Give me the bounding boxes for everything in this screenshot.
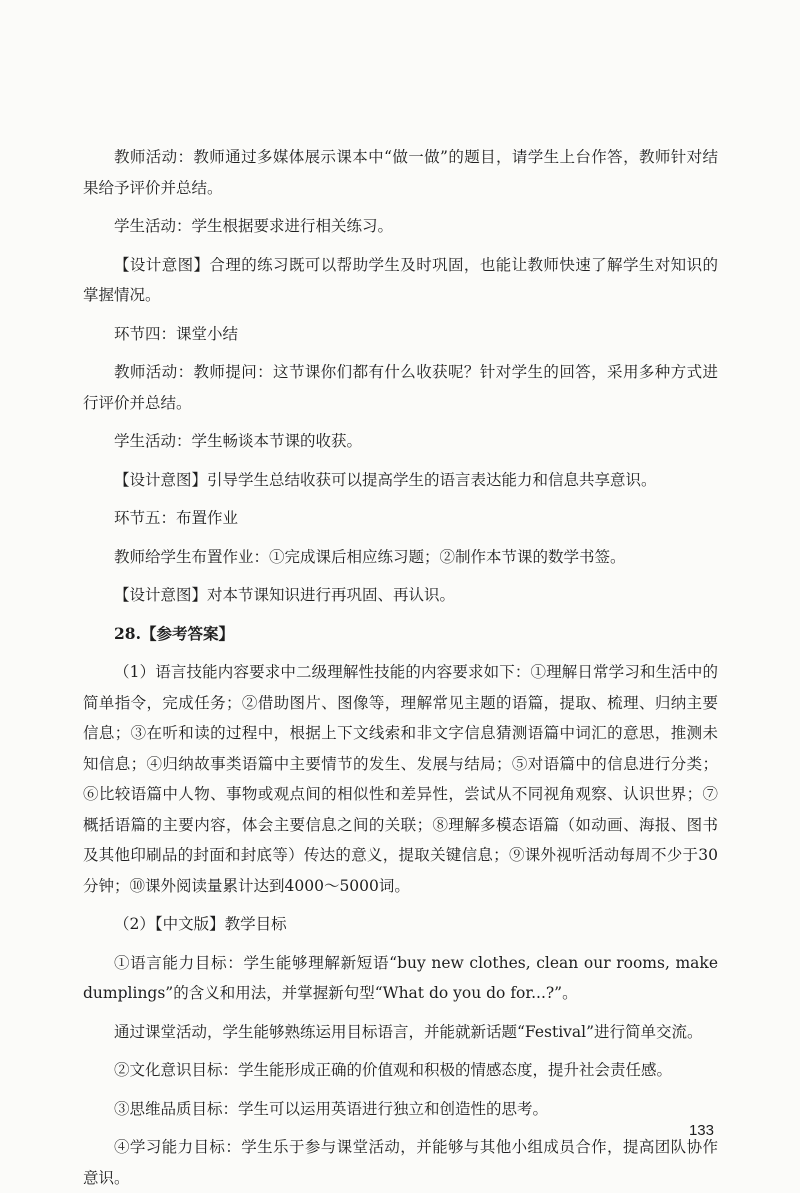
page-number: 133 (688, 1122, 714, 1139)
paragraph-learning-goal: ④学习能力目标：学生乐于参与课堂活动，并能够与其他小组成员合作，提高团队协作意识。 (83, 1138, 718, 1187)
section-heading-step-4: 环节四：课堂小结 (114, 324, 239, 343)
paragraph-answer-part-2-heading: （2）【中文版】教学目标 (114, 915, 287, 933)
paragraph-answer-part-1: （1）语言技能内容要求中二级理解性技能的内容要求如下：①理解日常学习和生活中的简单指令，完成任务；②借助图片、图像等，理解常见主题的语篇，提取、梳理、归纳主要信息；③在听和读的过程中，根据上下文线索和非文字信息猜测语篇中词汇的意思，推测未知信息；④归纳故事类语篇中主要情节的发生、发展与结局；⑤对语篇中的信息进行分类；⑥比较语篇中人物、事物或观点间的相似性和差异性，尝试从不同视角观察、认识世界；⑦概括语篇的主要内容，体会主要信息之间的关联；⑧理解多模态语篇（如动画、海报、图书及其他印刷品的封面和封底等）传达的意义，提取关键信息；⑨课外视听活动每周不少于30分钟；⑩课外阅读量累计达到4000～5000词。 (83, 663, 718, 895)
paragraph-culture-goal: ②文化意识目标：学生能形成正确的价值观和积极的情感态度，提升社会责任感。 (114, 1061, 673, 1079)
paragraph-homework: 教师给学生布置作业：①完成课后相应练习题；②制作本节课的数学书签。 (114, 547, 626, 566)
paragraph-student-activity-2: 学生活动：学生畅谈本节课的收获。 (114, 432, 363, 450)
paragraph-design-intent-3: 【设计意图】对本节课知识进行再巩固、再认识。 (114, 586, 456, 604)
answer-heading: 28.【参考答案】 (114, 623, 234, 643)
paragraph-design-intent-1: 【设计意图】合理的练习既可以帮助学生及时巩固，也能让教师快速了解学生对知识的掌握情况。 (83, 255, 718, 304)
paragraph-thinking-goal: ③思维品质目标：学生可以运用英语进行独立和创造性的思考。 (114, 1099, 549, 1118)
paragraph-language-goal: ①语言能力目标：学生能够理解新短语“buy new clothes, clean our rooms, make dumplings”的含义和用法，并掌握新句型“What do you do for...?”。 (83, 953, 718, 1002)
section-heading-step-5: 环节五：布置作业 (114, 509, 239, 527)
paragraph-classroom-activity: 通过课堂活动，学生能够熟练运用目标语言，并能就新话题“Festival”进行简单交流。 (114, 1022, 703, 1041)
paragraph-teacher-activity-1: 教师活动：教师通过多媒体展示课本中“做一做”的题目，请学生上台作答，教师针对结果给予评价并总结。 (83, 148, 718, 197)
page-body (83, 142, 718, 1193)
paragraph-teacher-activity-2: 教师活动：教师提问：这节课你们都有什么收获呢？针对学生的回答，采用多种方式进行评价并总结。 (83, 363, 718, 412)
paragraph-design-intent-2: 【设计意图】引导学生总结收获可以提高学生的语言表达能力和信息共享意识。 (114, 470, 657, 489)
paragraph-student-activity-1: 学生活动：学生根据要求进行相关练习。 (114, 217, 394, 235)
